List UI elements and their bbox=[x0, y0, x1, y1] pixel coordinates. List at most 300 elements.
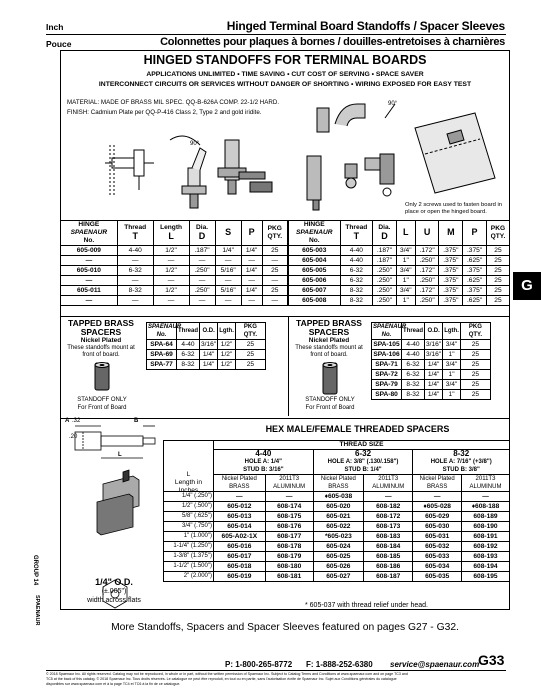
table-cell: .625" bbox=[463, 256, 487, 266]
table-cell: 4-40 bbox=[402, 340, 425, 350]
table-cell: — bbox=[153, 256, 189, 266]
more-text: More Standoffs, Spacers and Spacer Sleeves featured on pages G27 - G32. bbox=[111, 622, 459, 633]
table-cell: 1/2" bbox=[153, 246, 189, 256]
table-cell: 1/2" bbox=[153, 266, 189, 276]
tapped-left-caption2: For Front of Board bbox=[77, 405, 127, 411]
table-cell: 608-174 bbox=[265, 502, 313, 512]
od-label: 1/4" O.D. bbox=[95, 577, 133, 587]
table-cell: 1/2" (.500") bbox=[164, 502, 214, 512]
table-row bbox=[372, 390, 491, 400]
table-cell: .375" bbox=[439, 246, 463, 256]
table-cell: — bbox=[262, 276, 287, 286]
table-cell: 608-189 bbox=[461, 512, 509, 522]
table-cell: — bbox=[461, 492, 509, 502]
table-cell: 1/4" bbox=[425, 380, 443, 390]
table-cell: 608-172 bbox=[364, 512, 413, 522]
table-row bbox=[164, 532, 510, 542]
table-cell: SPA-69 bbox=[147, 350, 177, 360]
tapped-left-subtitle: Nickel Plated bbox=[80, 337, 122, 344]
table-cell: 605-019 bbox=[214, 572, 266, 582]
table-cell: SPA-77 bbox=[147, 360, 177, 370]
table-cell: 1/4" bbox=[425, 360, 443, 370]
table-cell: 605-022 bbox=[313, 522, 363, 532]
table-cell: 6-32 bbox=[402, 370, 425, 380]
material-header-cell: Nickel Plated BRASS bbox=[214, 475, 266, 492]
table-header-row bbox=[372, 323, 491, 340]
table-cell: 605-005 bbox=[289, 266, 341, 276]
table-cell: 605-025 bbox=[313, 552, 363, 562]
table-cell: 4-40 bbox=[402, 350, 425, 360]
table-cell: .187" bbox=[189, 246, 215, 256]
table-cell: — bbox=[241, 256, 262, 266]
table-cell: 1/2" bbox=[153, 286, 189, 296]
table-cell: 25 bbox=[460, 370, 490, 380]
table-cell: 605-031 bbox=[413, 532, 462, 542]
table-cell: 6-32 bbox=[402, 360, 425, 370]
table-cell: 5/16" bbox=[215, 266, 241, 276]
table-cell: — bbox=[413, 492, 462, 502]
side-label: GROUP 14 bbox=[32, 555, 38, 586]
table-header-cell: PKG QTY. bbox=[460, 323, 490, 340]
table-cell: — bbox=[117, 296, 153, 306]
table-cell: — bbox=[262, 256, 287, 266]
table-cell: ♦608-188 bbox=[461, 502, 509, 512]
table-cell: 25 bbox=[486, 296, 509, 306]
table-row bbox=[289, 296, 510, 306]
spacer-drawing-right bbox=[320, 362, 340, 396]
table-row bbox=[164, 572, 510, 582]
table-row bbox=[289, 246, 510, 256]
col-u: U bbox=[415, 221, 439, 246]
table-cell: — bbox=[189, 276, 215, 286]
col-dia: Dia. D bbox=[189, 221, 215, 246]
copyright-3: disponibles sur www.spaenaur.com et à la page TC4 et TC6 à la fin de ce catalogue. bbox=[46, 682, 181, 686]
table-cell: 605-029 bbox=[413, 512, 462, 522]
col-m: M bbox=[439, 221, 463, 246]
table-cell: 1/4" bbox=[200, 350, 218, 360]
table-cell: 8-32 bbox=[402, 380, 425, 390]
table-cell: — bbox=[153, 296, 189, 306]
table-cell: — bbox=[61, 296, 118, 306]
length-header bbox=[165, 471, 212, 495]
table-cell: .250" bbox=[189, 266, 215, 276]
table-cell: 605-006 bbox=[289, 276, 341, 286]
table-cell: SPA-79 bbox=[372, 380, 402, 390]
length-l: L bbox=[186, 471, 191, 478]
table-cell: — bbox=[61, 276, 118, 286]
table-cell: 1/4" bbox=[241, 246, 262, 256]
table-cell: 3/16" bbox=[426, 341, 442, 348]
tapped-left-caption1: STANDOFF ONLY bbox=[77, 397, 127, 403]
material-header-cell: 2011T3 ALUMINUM bbox=[364, 475, 413, 492]
table-cell: 1" (1.000") bbox=[164, 532, 214, 542]
tapped-left-table bbox=[146, 322, 266, 370]
table-cell: SPA-72 bbox=[372, 370, 402, 380]
copyright-1: © 2018 Spaenaur Inc. All rights reserved. Catalog may not be reproduced, in whole or in part, without the written permission of Spaenaur Inc. Subject to Catalog Terms and Conditions at www.spaenaur.com and on page TC3 and bbox=[46, 672, 408, 676]
table-header-cell: SPAENAUR No. bbox=[373, 324, 407, 338]
angle-label-right: 90° bbox=[388, 101, 398, 107]
spacer-drawing-left bbox=[92, 362, 112, 392]
table-cell: .375" bbox=[439, 296, 463, 306]
table-cell: — bbox=[214, 492, 266, 502]
footer-rule bbox=[46, 670, 506, 671]
table-cell: 3/4" bbox=[443, 380, 461, 390]
table-cell: 6-32 bbox=[177, 350, 200, 360]
col-length: Length L bbox=[153, 221, 189, 246]
table-cell: 1/4" bbox=[425, 370, 443, 380]
table-cell: 1-1/4" (1.250") bbox=[164, 542, 214, 552]
thread-group-size: 8-32 bbox=[453, 449, 470, 458]
col-thread: Thread T bbox=[340, 221, 373, 246]
table-cell: 608-186 bbox=[364, 562, 413, 572]
table-cell: 1-1/2" (1.500") bbox=[164, 562, 214, 572]
table-cell: 605-003 bbox=[289, 246, 341, 256]
table-cell: .172" bbox=[415, 266, 439, 276]
table-cell: 605-018 bbox=[214, 562, 266, 572]
hex-table bbox=[163, 440, 510, 582]
table-cell: — bbox=[265, 492, 313, 502]
hex-title: HEX MALE/FEMALE THREADED SPACERS bbox=[265, 424, 450, 434]
angle-label-left: 90° bbox=[190, 141, 200, 147]
col-pkg: PKG QTY. bbox=[262, 221, 287, 246]
table-cell: 3/4" bbox=[443, 360, 461, 370]
tapped-right-title2: SPACERS bbox=[308, 327, 350, 337]
table-cell: 25 bbox=[460, 390, 490, 400]
table-cell: — bbox=[241, 276, 262, 286]
header-rule bbox=[46, 34, 506, 35]
section-tab: G bbox=[513, 272, 541, 300]
table-cell: 605-033 bbox=[413, 552, 462, 562]
table-cell: 1/2" bbox=[218, 340, 236, 350]
material-header-cell: 2011T3 ALUMINUM bbox=[461, 475, 509, 492]
table-cell: 3/4" bbox=[396, 246, 415, 256]
table-cell: 1/2" bbox=[218, 350, 236, 360]
table-cell: 605-026 bbox=[313, 562, 363, 572]
tapped-right-caption1: STANDOFF ONLY bbox=[305, 397, 355, 403]
table-cell: 8-32 bbox=[177, 360, 200, 370]
table-cell: — bbox=[262, 296, 287, 306]
table-row bbox=[164, 522, 510, 532]
table-row bbox=[289, 266, 510, 276]
thread-group-hole: HOLE A: 1/4" bbox=[244, 459, 282, 465]
hinge-drawing-left bbox=[100, 120, 295, 215]
table-cell: 1/2" bbox=[218, 360, 236, 370]
table-cell: 608-187 bbox=[364, 572, 413, 582]
table-cell: 3/4" bbox=[396, 286, 415, 296]
table-cell: .375" bbox=[463, 246, 487, 256]
table-cell: 605-007 bbox=[289, 286, 341, 296]
table-cell: 608-173 bbox=[364, 522, 413, 532]
table-cell: *605-023 bbox=[313, 532, 363, 542]
table-cell: 1/4" bbox=[200, 360, 218, 370]
table-cell: 25 bbox=[235, 350, 265, 360]
table-cell: — bbox=[117, 276, 153, 286]
col-s: S bbox=[215, 221, 241, 246]
material-header-row bbox=[164, 475, 510, 492]
table-cell: 605-021 bbox=[313, 512, 363, 522]
table-row bbox=[164, 562, 510, 572]
thread-group-size: 4-40 bbox=[255, 449, 272, 458]
table-cell: 25 bbox=[235, 340, 265, 350]
col-p: P bbox=[241, 221, 262, 246]
table-cell: 6-32 bbox=[117, 266, 153, 276]
hinged-right-table bbox=[288, 220, 510, 306]
col-pkg: PKG QTY. bbox=[486, 221, 509, 246]
table-cell: 4-40 bbox=[117, 246, 153, 256]
table-cell: .250" bbox=[415, 276, 439, 286]
thread-group-header bbox=[214, 450, 314, 475]
table-row bbox=[61, 296, 288, 306]
table-row bbox=[164, 552, 510, 562]
table-cell: 608-180 bbox=[265, 562, 313, 572]
col-hinge-no: HINGE SPAENAUR No. bbox=[289, 221, 341, 246]
table-cell: 605-012 bbox=[214, 502, 266, 512]
table-cell: .375" bbox=[439, 276, 463, 286]
table-cell: .375" bbox=[439, 256, 463, 266]
table-cell: ♦605-028 bbox=[413, 502, 462, 512]
table-cell: 1" bbox=[443, 350, 461, 360]
table-row bbox=[147, 340, 266, 350]
unit-label-fr: Pouce bbox=[46, 39, 72, 49]
page-number: G33 bbox=[478, 652, 505, 668]
table-cell: 25 bbox=[486, 276, 509, 286]
table-cell: .250" bbox=[373, 296, 397, 306]
table-cell: SPA-64 bbox=[147, 340, 177, 350]
table-cell: 1" bbox=[396, 256, 415, 266]
hinge-caption: Only 2 screws used to fasten board in place or open the hinged board. bbox=[405, 202, 502, 215]
table-row bbox=[61, 246, 288, 256]
table-cell: 608-178 bbox=[265, 542, 313, 552]
table-cell: 3/4" (.750") bbox=[164, 522, 214, 532]
table-cell: 25 bbox=[460, 360, 490, 370]
table-header-cell: Lgth. bbox=[218, 323, 236, 340]
table-cell: 25 bbox=[486, 256, 509, 266]
table-cell: ♦605-038 bbox=[313, 492, 363, 502]
table-cell: 4-40 bbox=[340, 256, 373, 266]
table-cell: 605-030 bbox=[413, 522, 462, 532]
table-row bbox=[372, 340, 491, 350]
material-text: MATERIAL: MADE OF BRASS MIL SPEC. QQ-B-626A COMP. 22-1/2 HARD. bbox=[67, 99, 280, 106]
col-thread: Thread T bbox=[117, 221, 153, 246]
table-cell: — bbox=[117, 256, 153, 266]
hex-divider bbox=[60, 418, 510, 419]
table-cell: .250" bbox=[415, 256, 439, 266]
table-row bbox=[147, 360, 266, 370]
table-row bbox=[61, 266, 288, 276]
table-header-cell: Thread bbox=[177, 323, 200, 340]
table-cell: .625" bbox=[463, 276, 487, 286]
table-cell: 605-013 bbox=[214, 512, 266, 522]
table-cell: 25 bbox=[460, 350, 490, 360]
material-header-cell: Nickel Plated BRASS bbox=[313, 475, 363, 492]
table-cell: 1-3/8" (1.375") bbox=[164, 552, 214, 562]
table-row bbox=[164, 492, 510, 502]
table-cell: 2" (2.000") bbox=[164, 572, 214, 582]
tapped-right-title1: TAPPED BRASS bbox=[296, 318, 362, 328]
table-cell: 608-192 bbox=[461, 542, 509, 552]
table-cell: 608-193 bbox=[461, 552, 509, 562]
thread-group-stud: STUD B: 3/16" bbox=[243, 467, 284, 473]
copyright-2: TC5 at the back of this catalog. © 2018 Spaenaur Inc. Tous droits réservés. Le catalogue ne peut être reproduit, en tout ou en partie, sans l'autorisation écrite de Spaenaur Inc. Sujet aux Conditions générales du catalogue bbox=[46, 677, 397, 681]
table-cell: .250" bbox=[415, 296, 439, 306]
table-row bbox=[164, 542, 510, 552]
table-cell: 605-010 bbox=[61, 266, 118, 276]
table-cell: 605-035 bbox=[413, 572, 462, 582]
table-row bbox=[289, 256, 510, 266]
table-cell: .625" bbox=[463, 296, 487, 306]
table-cell: 8-32 bbox=[117, 286, 153, 296]
table-row bbox=[289, 286, 510, 296]
table-cell: 3/4" bbox=[396, 266, 415, 276]
table-cell: 25 bbox=[460, 340, 490, 350]
table-cell: 25 bbox=[486, 266, 509, 276]
table-cell: .172" bbox=[415, 246, 439, 256]
table-row bbox=[61, 256, 288, 266]
table-cell: 608-181 bbox=[265, 572, 313, 582]
table-cell: 608-179 bbox=[265, 552, 313, 562]
od-tolerance: (±.005") bbox=[101, 588, 127, 595]
table-cell: 1" bbox=[443, 390, 461, 400]
table-cell: 25 bbox=[486, 286, 509, 296]
table-cell: SPA-71 bbox=[372, 360, 402, 370]
dim-a-value: .32 bbox=[72, 418, 81, 424]
tapped-right-subtitle: Nickel Plated bbox=[308, 337, 350, 344]
contact-phone: P: 1-800-265-8772 bbox=[225, 660, 293, 669]
table-cell: 8-32 bbox=[340, 296, 373, 306]
hinged-title: HINGED STANDOFFS FOR TERMINAL BOARDS bbox=[143, 53, 427, 67]
table-row bbox=[147, 350, 266, 360]
table-cell: 605-009 bbox=[61, 246, 118, 256]
col-l: L bbox=[396, 221, 415, 246]
col-hinge-no: HINGE SPAENAUR No. bbox=[61, 221, 118, 246]
thread-group-header bbox=[313, 450, 413, 475]
table-cell: .375" bbox=[439, 286, 463, 296]
thread-group-size: 6-32 bbox=[355, 449, 372, 458]
table-cell: 608-183 bbox=[364, 532, 413, 542]
table-cell: 1" bbox=[396, 276, 415, 286]
table-cell: — bbox=[364, 492, 413, 502]
tapped-right-note: These standoffs mount at front of board. bbox=[295, 345, 363, 358]
table-cell: 605-032 bbox=[413, 542, 462, 552]
dim-l-label: L bbox=[118, 452, 122, 458]
table-cell: .250" bbox=[373, 266, 397, 276]
table-header-cell: SPAENAUR No. bbox=[148, 324, 182, 338]
table-cell: — bbox=[189, 296, 215, 306]
table-cell: 608-190 bbox=[461, 522, 509, 532]
tapped-right-table bbox=[371, 322, 491, 400]
hinged-left-table bbox=[60, 220, 288, 306]
flats-label: width across flats bbox=[87, 597, 141, 604]
table-row bbox=[61, 276, 288, 286]
length-in: Length in bbox=[174, 479, 203, 486]
table-cell: 3/4" bbox=[443, 340, 461, 350]
table-cell: 1/4" bbox=[215, 246, 241, 256]
dim-b-label: B bbox=[134, 418, 139, 424]
tapped-left-note: These standoffs mount at front of board. bbox=[67, 345, 135, 358]
dim-a-label: A bbox=[65, 418, 70, 424]
table-cell: — bbox=[241, 296, 262, 306]
table-row bbox=[61, 286, 288, 296]
table-cell: 605-034 bbox=[413, 562, 462, 572]
hinged-line1: APPLICATIONS UNLIMITED • TIME SAVING • CUT COST OF SERVING • SPACE SAVER bbox=[146, 71, 424, 78]
table-cell: — bbox=[61, 256, 118, 266]
material-header-cell: 2011T3 ALUMINUM bbox=[265, 475, 313, 492]
tapped-left-title1: TAPPED BRASS bbox=[68, 318, 134, 328]
table-header-cell: O.D. bbox=[200, 323, 218, 340]
table-cell: 6-32 bbox=[340, 276, 373, 286]
contact-fax: F: 1-888-252-6380 bbox=[306, 660, 373, 669]
table-cell: 608-191 bbox=[461, 532, 509, 542]
table-cell: .172" bbox=[415, 286, 439, 296]
table-cell: 1/4" bbox=[425, 390, 443, 400]
table-cell: 5/8" (.625") bbox=[164, 512, 214, 522]
table-row bbox=[372, 370, 491, 380]
side-logo: SPAENAUR bbox=[34, 595, 40, 626]
table-cell: 5/16" bbox=[215, 286, 241, 296]
table-cell: 605-016 bbox=[214, 542, 266, 552]
table-cell: .250" bbox=[373, 286, 397, 296]
hinge-drawing-right bbox=[295, 94, 505, 219]
table-cell: 608-195 bbox=[461, 572, 509, 582]
table-cell: 605-020 bbox=[313, 502, 363, 512]
table-cell: 1/4" bbox=[241, 266, 262, 276]
tapped-left-title2: SPACERS bbox=[80, 327, 122, 337]
table-cell: SPA-106 bbox=[373, 351, 400, 358]
table-cell: .187" bbox=[373, 246, 397, 256]
table-cell: 608-182 bbox=[364, 502, 413, 512]
table-row bbox=[289, 276, 510, 286]
table-cell: .375" bbox=[439, 266, 463, 276]
length-inches: Inches bbox=[178, 487, 199, 494]
table-cell: 3/16" bbox=[201, 341, 217, 348]
table-cell: .250" bbox=[373, 276, 397, 286]
table-cell: — bbox=[153, 276, 189, 286]
table-cell: 605-017 bbox=[214, 552, 266, 562]
table-row bbox=[372, 360, 491, 370]
table-cell: 25 bbox=[262, 246, 287, 256]
table-cell: 1/4" (.250") bbox=[164, 492, 214, 502]
table-cell: 605-008 bbox=[289, 296, 341, 306]
table-cell: .250" bbox=[189, 286, 215, 296]
thread-size-header: THREAD SIZE bbox=[214, 441, 510, 450]
page-title-en: Hinged Terminal Board Standoffs / Spacer Sleeves bbox=[226, 19, 505, 33]
table-header-cell: O.D. bbox=[425, 323, 443, 340]
table-cell: 608-175 bbox=[265, 512, 313, 522]
thread-group-hole: HOLE A: 7/16" (+3/8") bbox=[430, 459, 492, 465]
table-cell: — bbox=[215, 276, 241, 286]
hinged-line2: INTERCONNECT CIRCUITS OR SERVICES WITHOUT DANGER OF SHORTING • WIRING EXPOSED FOR EASY TEST bbox=[98, 81, 472, 88]
table-cell: 608-177 bbox=[265, 532, 313, 542]
col-dia: Dia. D bbox=[373, 221, 397, 246]
table-cell: 4-40 bbox=[177, 340, 200, 350]
tapped-right-caption2: For Front of Board bbox=[305, 405, 355, 411]
table-cell: 25 bbox=[486, 246, 509, 256]
table-header-row bbox=[147, 323, 266, 340]
contact-email[interactable]: service@spaenaur.com bbox=[390, 660, 480, 669]
table-cell: 1" bbox=[443, 370, 461, 380]
table-cell: 6-32 bbox=[340, 266, 373, 276]
table-cell: 1" bbox=[396, 296, 415, 306]
table-header-cell: Lgth. bbox=[443, 323, 461, 340]
table-cell: 605-011 bbox=[61, 286, 118, 296]
table-cell: 608-184 bbox=[364, 542, 413, 552]
col-p: P bbox=[463, 221, 487, 246]
table-cell: 4-40 bbox=[340, 246, 373, 256]
thread-group-header bbox=[413, 450, 510, 475]
table-row bbox=[372, 380, 491, 390]
table-cell: .375" bbox=[463, 266, 487, 276]
dim-a-value2: .20 bbox=[69, 434, 78, 440]
